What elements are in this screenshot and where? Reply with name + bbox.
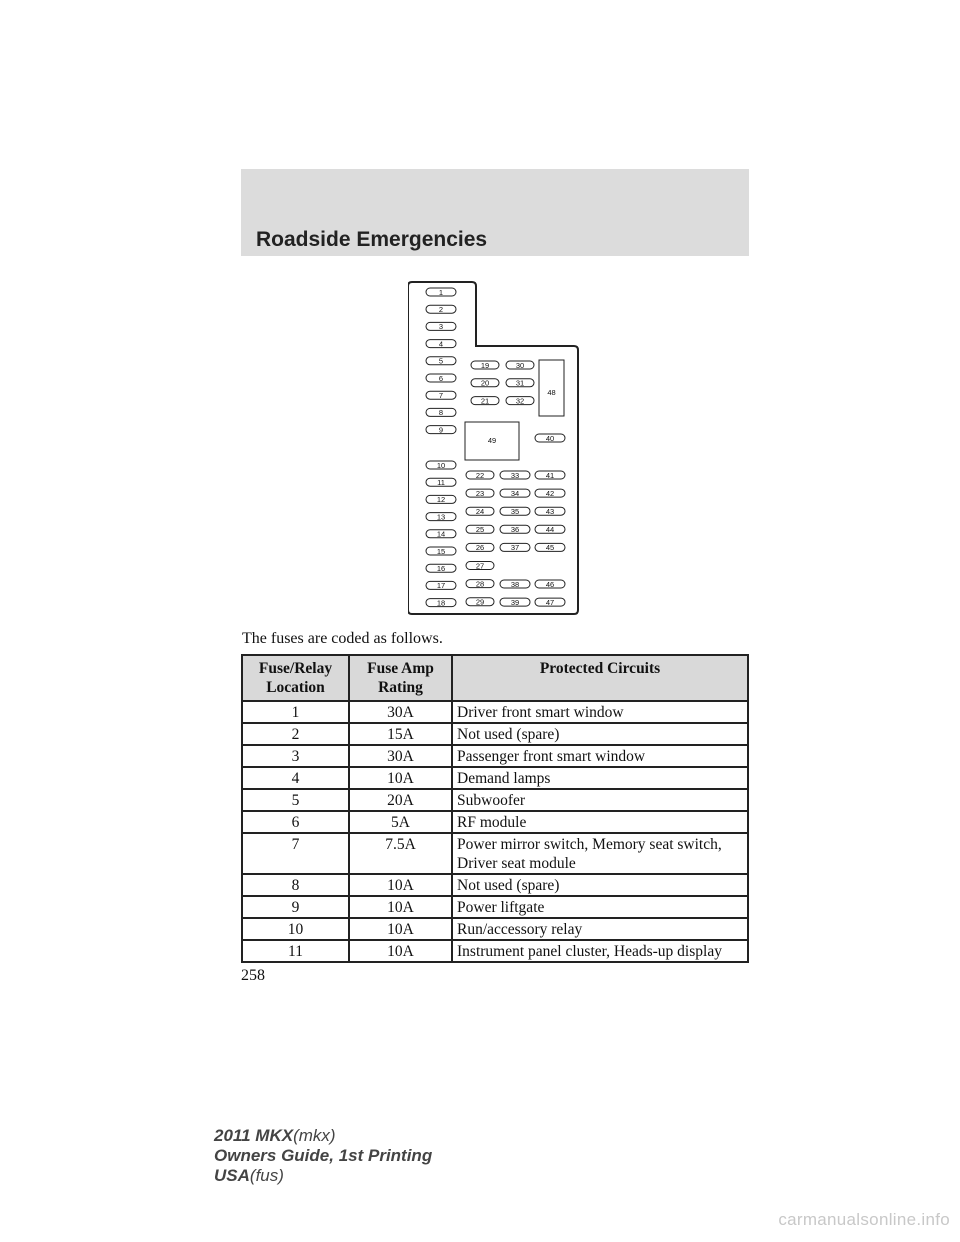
cell-amp-rating: 15A xyxy=(349,723,452,745)
fuse-label: 42 xyxy=(545,488,555,498)
fuse-label: 9 xyxy=(438,425,444,435)
fuse-label: 36 xyxy=(510,525,520,535)
section-title: Roadside Emergencies xyxy=(256,228,488,251)
header-protected-circuits: Protected Circuits xyxy=(452,655,748,701)
cell-amp-rating: 10A xyxy=(349,896,452,918)
fuse-label: 40 xyxy=(545,433,555,443)
cell-location: 4 xyxy=(242,767,349,789)
cell-amp-rating: 30A xyxy=(349,745,452,767)
fuse-label: 4 xyxy=(438,339,444,349)
fuse-label: 27 xyxy=(475,561,485,571)
cell-protected-circuits: Not used (spare) xyxy=(452,874,748,896)
table-row xyxy=(242,701,748,723)
fuse-label: 6 xyxy=(438,373,444,383)
fuse-label: 10 xyxy=(436,460,446,470)
footer-model-code: (mkx) xyxy=(293,1126,336,1145)
cell-amp-rating: 7.5A xyxy=(349,833,452,874)
fuse-label: 17 xyxy=(436,581,446,591)
table-row xyxy=(242,874,748,896)
cell-location: 11 xyxy=(242,940,349,962)
cell-location: 7 xyxy=(242,833,349,874)
cell-protected-circuits: Run/accessory relay xyxy=(452,918,748,940)
fuse-label: 11 xyxy=(437,478,445,487)
fuse-label: 7 xyxy=(438,391,444,400)
fuse-label: 46 xyxy=(545,579,555,589)
intro-text: The fuses are coded as follows. xyxy=(242,630,443,647)
fuse-label: 3 xyxy=(438,322,444,332)
cell-amp-rating: 10A xyxy=(349,918,452,940)
fuse-label: 29 xyxy=(475,597,485,607)
fuse-label: 26 xyxy=(475,543,485,553)
cell-location: 5 xyxy=(242,789,349,811)
footer-market-code: (fus) xyxy=(249,1166,284,1185)
fuse-label: 31 xyxy=(515,378,525,388)
fuse-label: 22 xyxy=(475,470,485,480)
cell-protected-circuits: Not used (spare) xyxy=(452,723,748,745)
table-row xyxy=(242,918,748,940)
cell-protected-circuits: Power liftgate xyxy=(452,896,748,918)
fuse-label: 1 xyxy=(438,287,444,297)
fuse-label: 25 xyxy=(475,525,485,535)
table-row xyxy=(242,723,748,745)
table-header-row xyxy=(242,655,748,701)
cell-location: 8 xyxy=(242,874,349,896)
cell-location: 3 xyxy=(242,745,349,767)
fuse-label: 15 xyxy=(436,546,446,556)
fuse-label: 13 xyxy=(436,512,446,522)
cell-protected-circuits: Instrument panel cluster, Heads-up display xyxy=(452,940,748,962)
relay-48-label: 48 xyxy=(547,388,556,397)
fuse-label: 2 xyxy=(438,305,444,314)
fuse-label: 38 xyxy=(510,579,520,589)
footer-print-info xyxy=(214,1126,432,1186)
fuse-label: 47 xyxy=(545,597,555,607)
fuse-label: 41 xyxy=(545,470,555,480)
relay-49-label: 49 xyxy=(487,436,497,445)
table-row xyxy=(242,940,748,962)
footer-edition: Owners Guide, 1st Printing xyxy=(214,1146,433,1165)
fuse-label: 14 xyxy=(436,529,446,539)
fuse-label: 28 xyxy=(475,579,485,589)
cell-protected-circuits: RF module xyxy=(452,811,748,833)
fuse-label: 5 xyxy=(438,356,444,366)
fuse-label: 43 xyxy=(545,507,555,516)
fuse-label: 20 xyxy=(480,378,490,388)
fuse-label: 24 xyxy=(475,507,485,516)
fuse-label: 12 xyxy=(436,495,446,505)
cell-protected-circuits: Passenger front smart window xyxy=(452,745,748,767)
cell-amp-rating: 20A xyxy=(349,789,452,811)
fuse-label: 33 xyxy=(510,470,520,480)
header-amp-rating: Fuse Amp Rating xyxy=(349,655,452,701)
cell-amp-rating: 10A xyxy=(349,940,452,962)
page-number: 258 xyxy=(241,967,265,984)
cell-amp-rating: 5A xyxy=(349,811,452,833)
table-row xyxy=(242,767,748,789)
fuse-table xyxy=(241,654,749,963)
header-location: Fuse/Relay Location xyxy=(242,655,349,701)
table-row xyxy=(242,833,748,874)
fuse-label: 37 xyxy=(510,543,520,553)
cell-protected-circuits: Driver front smart window xyxy=(452,701,748,723)
cell-protected-circuits: Demand lamps xyxy=(452,767,748,789)
table-row xyxy=(242,745,748,767)
fuse-label: 45 xyxy=(545,543,555,553)
fuse-label: 30 xyxy=(515,360,525,370)
fuse-label: 23 xyxy=(475,488,485,498)
cell-location: 1 xyxy=(242,701,349,723)
fuse-label: 39 xyxy=(510,597,520,607)
cell-location: 10 xyxy=(242,918,349,940)
fuse-label: 16 xyxy=(436,564,446,573)
fuse-panel-svg xyxy=(408,280,580,616)
cell-amp-rating: 10A xyxy=(349,767,452,789)
cell-protected-circuits: Power mirror switch, Memory seat switch, Driver seat module xyxy=(452,833,748,874)
cell-location: 2 xyxy=(242,723,349,745)
fuse-panel-diagram xyxy=(408,280,580,616)
table-row xyxy=(242,789,748,811)
cell-location: 9 xyxy=(242,896,349,918)
fuse-label: 35 xyxy=(510,507,520,516)
fuse-label: 44 xyxy=(545,525,555,535)
table-row xyxy=(242,896,748,918)
fuse-label: 8 xyxy=(438,408,444,418)
cell-location: 6 xyxy=(242,811,349,833)
fuse-label: 32 xyxy=(515,396,525,406)
fuse-label: 18 xyxy=(436,598,446,608)
footer-model: 2011 MKX xyxy=(214,1126,294,1145)
table-row xyxy=(242,811,748,833)
footer-market: USA xyxy=(214,1166,250,1185)
cell-amp-rating: 30A xyxy=(349,701,452,723)
fuse-label: 21 xyxy=(480,396,490,406)
fuse-label: 34 xyxy=(510,488,520,498)
fuse-label: 19 xyxy=(480,360,490,370)
cell-protected-circuits: Subwoofer xyxy=(452,789,748,811)
watermark: carmanualsonline.info xyxy=(778,1210,950,1229)
cell-amp-rating: 10A xyxy=(349,874,452,896)
